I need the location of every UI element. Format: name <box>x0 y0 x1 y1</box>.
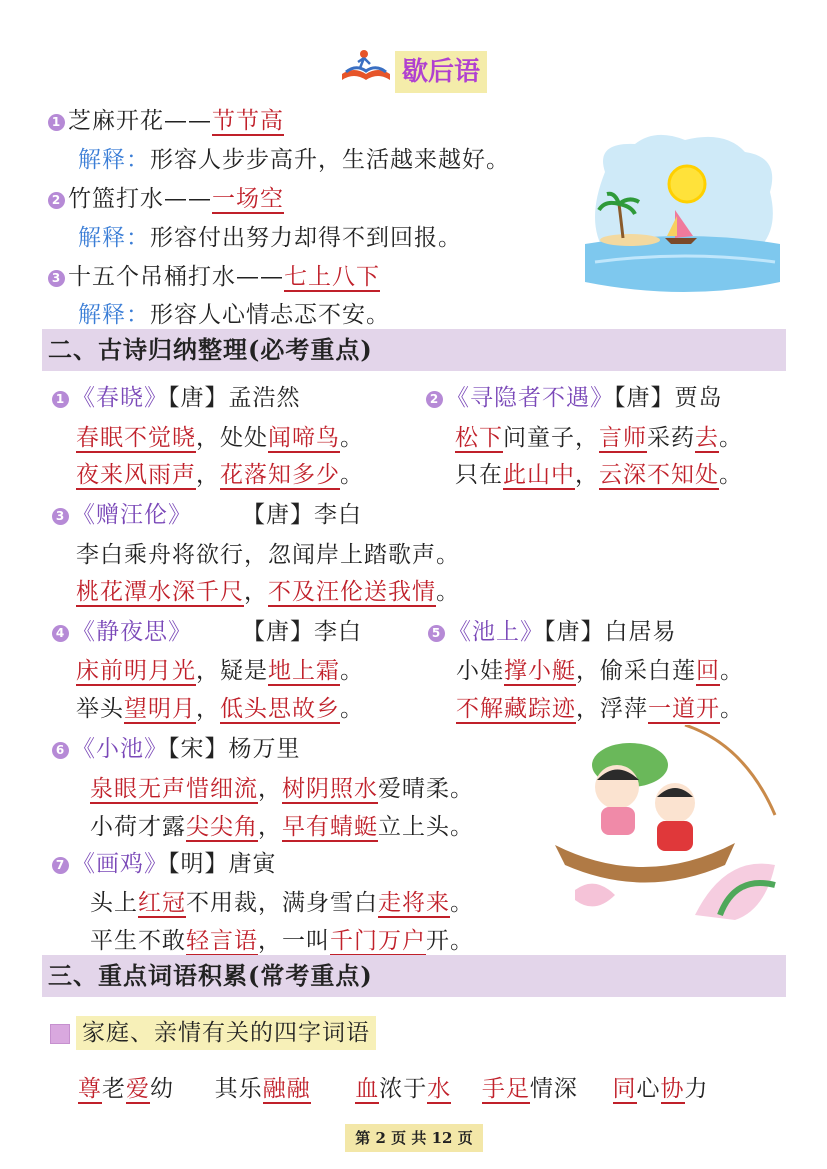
poem-3-line-1: 李白乘舟将欲行，忽闻岸上踏歌声。 <box>76 542 460 568</box>
poem-7-header <box>52 845 277 878</box>
poem-5-header <box>428 613 677 646</box>
key-phrase: 夜来风雨声 <box>76 462 196 488</box>
plain-char: 其乐 <box>214 1076 263 1102</box>
poem-title: 《静夜思》 <box>72 619 192 645</box>
xiehouyu-1-explanation <box>78 141 510 174</box>
xhy-front: 竹篮打水—— <box>68 186 212 212</box>
key-char: 融融 <box>262 1076 311 1102</box>
poem-dynasty: 【唐】 <box>242 619 314 645</box>
poem-2-line-2 <box>455 456 743 489</box>
plain-text: 平生不敢 <box>90 928 186 954</box>
poem-5-line-1 <box>456 652 744 685</box>
plain-text: 。 <box>720 658 744 684</box>
key-phrase: 泉眼无声惜细流 <box>90 776 258 802</box>
key-phrase: 不解藏踪迹 <box>456 696 576 722</box>
key-char: 协 <box>660 1076 685 1102</box>
key-phrase: 低头思故乡 <box>220 696 340 722</box>
plain-text: ， <box>258 776 282 802</box>
number-badge: 2 <box>48 192 65 209</box>
key-phrase: 望明月 <box>124 696 196 722</box>
poem-3-line-2 <box>76 573 460 606</box>
number-badge: 6 <box>52 742 69 759</box>
key-phrase: 春眠不觉晓 <box>76 425 196 451</box>
exp-label: 解释： <box>78 225 150 251</box>
page-footer: 第 2 页 共 12 页 <box>345 1124 483 1152</box>
number-badge: 7 <box>52 857 69 874</box>
key-char: 爱 <box>126 1076 150 1102</box>
section-2-heading: 二、古诗归纳整理(必考重点) <box>42 329 786 371</box>
poem-title: 《赠汪伦》 <box>72 502 192 528</box>
poem-dynasty: 【唐】 <box>168 385 229 411</box>
plain-text: 。 <box>436 579 460 605</box>
key-phrase: 红冠 <box>138 890 186 916</box>
xhy-answer: 一场空 <box>212 186 284 212</box>
poem-title: 《池上》 <box>448 619 544 645</box>
children-boat-illustration <box>535 725 780 925</box>
word-row <box>78 1070 709 1103</box>
page-title: 歇后语 <box>395 51 487 93</box>
plain-text: 开。 <box>426 928 474 954</box>
plain-text: 。 <box>340 696 364 722</box>
key-phrase: 轻言语 <box>186 928 258 954</box>
poem-1-header <box>52 379 301 412</box>
square-bullet-icon <box>50 1024 70 1044</box>
poem-title: 《小池》 <box>72 736 168 762</box>
plain-text: ， <box>258 814 282 840</box>
plain-text: 。 <box>719 425 743 451</box>
plain-text: 。 <box>719 462 743 488</box>
poem-dynasty: 【唐】 <box>242 502 314 528</box>
plain-text: 头上 <box>90 890 138 916</box>
section-3-heading: 三、重点词语积累(常考重点) <box>42 955 786 997</box>
plain-text: 。 <box>340 658 364 684</box>
subheading <box>50 1014 376 1047</box>
plain-text: 小荷才露 <box>90 814 186 840</box>
plain-char: 力 <box>684 1076 709 1102</box>
key-phrase: 花落知多少 <box>220 462 340 488</box>
key-phrase: 千门万户 <box>330 928 426 954</box>
poem-title: 《寻隐者不遇》 <box>446 385 614 411</box>
poem-title: 《春晓》 <box>72 385 168 411</box>
poem-dynasty: 【宋】 <box>168 736 229 762</box>
exp-label: 解释： <box>78 302 150 328</box>
key-phrase: 去 <box>695 425 719 451</box>
plain-text: 小娃 <box>456 658 504 684</box>
xiehouyu-3 <box>48 258 380 291</box>
plain-text: 。 <box>450 890 474 916</box>
poem-3-header <box>52 496 362 529</box>
poem-7-line-2 <box>90 922 474 955</box>
number-badge: 3 <box>48 270 65 287</box>
exp-text: 形容人步步高升，生活越来越好。 <box>150 147 510 173</box>
poem-4-header <box>52 613 362 646</box>
plain-text: ， <box>196 462 220 488</box>
plain-char: 幼 <box>150 1076 174 1102</box>
key-phrase: 尖尖角 <box>186 814 258 840</box>
beach-illustration <box>585 132 780 297</box>
key-char: 水 <box>427 1076 452 1102</box>
number-badge: 5 <box>428 625 445 642</box>
xhy-answer: 节节高 <box>212 108 284 134</box>
poem-author: 孟浩然 <box>228 385 301 411</box>
plain-text: 立上头。 <box>378 814 474 840</box>
plain-text: ， <box>244 579 268 605</box>
poem-1-line-1 <box>76 419 364 452</box>
key-phrase: 桃花潭水深千尺 <box>76 579 244 605</box>
key-phrase: 早有蜻蜓 <box>282 814 378 840</box>
plain-text: 采药 <box>647 425 695 451</box>
key-char: 同 <box>612 1076 637 1102</box>
exp-label: 解释： <box>78 147 150 173</box>
poem-6-line-2 <box>90 808 474 841</box>
plain-text: 。 <box>720 696 744 722</box>
poem-6-header <box>52 730 301 763</box>
key-phrase: 此山中 <box>503 462 575 488</box>
plain-text: ，处处 <box>196 425 268 451</box>
xiehouyu-3-explanation <box>78 296 390 329</box>
xiehouyu-2 <box>48 180 284 213</box>
key-phrase: 不及汪伦送我情 <box>268 579 436 605</box>
plain-text: 问童子， <box>503 425 599 451</box>
plain-text: ，一叫 <box>258 928 330 954</box>
number-badge: 1 <box>48 114 65 131</box>
poem-5-line-2 <box>456 690 744 723</box>
plain-char: 浓于 <box>379 1076 428 1102</box>
xiehouyu-2-explanation <box>78 219 462 252</box>
key-phrase: 地上霜 <box>268 658 340 684</box>
poem-author: 杨万里 <box>228 736 301 762</box>
poem-author: 李白 <box>314 502 362 528</box>
poem-7-line-1 <box>90 884 474 917</box>
poem-1-line-2 <box>76 456 364 489</box>
key-phrase: 闻啼鸟 <box>268 425 340 451</box>
key-phrase: 松下 <box>455 425 503 451</box>
plain-text: 。 <box>340 425 364 451</box>
plain-text: ，偷采白莲 <box>576 658 696 684</box>
subheading-text: 家庭、亲情有关的四字词语 <box>76 1016 376 1050</box>
poem-4-line-1 <box>76 652 364 685</box>
plain-text: 。 <box>340 462 364 488</box>
exp-text: 形容人心情忐忑不安。 <box>150 302 390 328</box>
key-phrase: 床前明月光 <box>76 658 196 684</box>
number-badge: 2 <box>426 391 443 408</box>
poem-author: 白居易 <box>604 619 677 645</box>
poem-author: 唐寅 <box>228 851 277 877</box>
key-char: 血 <box>355 1076 380 1102</box>
poem-6-line-1 <box>90 770 474 803</box>
key-phrase: 云深不知处 <box>599 462 719 488</box>
exp-text: 形容付出努力却得不到回报。 <box>150 225 462 251</box>
poem-author: 李白 <box>314 619 362 645</box>
plain-char: 老 <box>102 1076 126 1102</box>
number-badge: 4 <box>52 625 69 642</box>
xhy-front: 芝麻开花—— <box>68 108 212 134</box>
key-char: 尊 <box>78 1076 102 1102</box>
poem-2-line-1 <box>455 419 743 452</box>
plain-text: 只在 <box>455 462 503 488</box>
key-char: 手足 <box>481 1076 530 1102</box>
plain-char: 情深 <box>529 1076 578 1102</box>
poem-4-line-2 <box>76 690 364 723</box>
word-5 <box>613 1076 709 1104</box>
xhy-answer: 七上八下 <box>284 264 380 290</box>
plain-text: 不用裁，满身雪白 <box>186 890 378 916</box>
key-phrase: 一道开 <box>648 696 720 722</box>
poem-dynasty: 【唐】 <box>544 619 605 645</box>
word-3 <box>355 1076 451 1104</box>
plain-text: ， <box>196 696 220 722</box>
word-1 <box>78 1076 174 1104</box>
plain-text: 爱晴柔。 <box>378 776 474 802</box>
key-phrase: 回 <box>696 658 720 684</box>
plain-text: ，疑是 <box>196 658 268 684</box>
key-phrase: 撑小艇 <box>504 658 576 684</box>
key-phrase: 走将来 <box>378 890 450 916</box>
xiehouyu-1 <box>48 102 284 135</box>
plain-char: 心 <box>636 1076 661 1102</box>
book-logo-icon <box>338 44 394 86</box>
poem-2-header <box>426 379 723 412</box>
word-2 <box>215 1076 311 1104</box>
xhy-front: 十五个吊桶打水—— <box>68 264 284 290</box>
key-phrase: 言师 <box>599 425 647 451</box>
poem-author: 贾岛 <box>674 385 723 411</box>
poem-dynasty: 【唐】 <box>614 385 675 411</box>
plain-text: ，浮萍 <box>576 696 648 722</box>
number-badge: 1 <box>52 391 69 408</box>
word-4 <box>482 1076 578 1104</box>
number-badge: 3 <box>52 508 69 525</box>
key-phrase: 树阴照水 <box>282 776 378 802</box>
poem-dynasty: 【明】 <box>168 851 229 877</box>
plain-text: 举头 <box>76 696 124 722</box>
plain-text: ， <box>575 462 599 488</box>
poem-title: 《画鸡》 <box>72 851 168 877</box>
